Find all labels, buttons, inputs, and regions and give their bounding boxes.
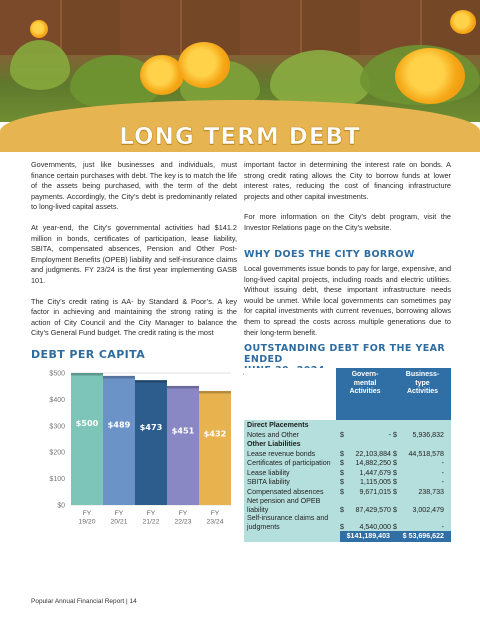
bar-value-label: $500 xyxy=(75,417,99,428)
total-row-blank xyxy=(244,531,340,542)
bar xyxy=(199,391,231,505)
dollar-sign: $ xyxy=(393,505,397,514)
y-tick-label: $0 xyxy=(57,502,65,510)
bar-value-label: $489 xyxy=(107,419,131,430)
x-tick-label: FY xyxy=(114,510,124,517)
dollar-sign: $ xyxy=(340,522,344,531)
x-tick-label: FY xyxy=(146,510,156,517)
direct-placements-section xyxy=(244,421,451,431)
total-governmental: $141,189,403 xyxy=(346,532,390,541)
row-label: Compensated absences xyxy=(247,487,324,496)
table-row xyxy=(244,514,451,531)
dollar-sign: $ xyxy=(393,449,397,458)
debt-per-capita-chart xyxy=(31,368,236,530)
business-value: - xyxy=(441,468,444,477)
dollar-sign: $ xyxy=(340,459,344,467)
year-end-paragraph: At year-end, the City’s governmental activities had $141.2 million in bonds, certificates of participation, lease liability, SBITA, compensated absences, Pension and Other Post-Employment Benefits (OPEB) liability and self-insurance claims and judgments. FY 23/24 is the first year implementing GASB 101. xyxy=(31,222,237,285)
bar-top-edge xyxy=(71,373,103,376)
table-body xyxy=(244,420,451,531)
right-column xyxy=(244,160,451,244)
total-row xyxy=(244,531,451,542)
bar-value-label: $473 xyxy=(139,422,163,433)
flower-decoration xyxy=(395,48,465,104)
table-row xyxy=(244,497,451,514)
flower-decoration xyxy=(178,42,230,88)
business-value: 238,733 xyxy=(418,487,444,496)
x-tick-label: 23/24 xyxy=(206,518,224,526)
bar-value-label: $432 xyxy=(203,428,227,439)
debt-per-capita-heading: DEBT PER CAPITA xyxy=(31,348,146,361)
bar-top-edge xyxy=(135,380,167,383)
business-column-header xyxy=(394,371,451,397)
business-value: - xyxy=(441,459,444,467)
page-footer: Popular Annual Financial Report | 14 xyxy=(31,598,137,605)
y-tick-label: $400 xyxy=(49,396,65,404)
intro-paragraph: Governments, just like businesses and individuals, must finance certain purchases with debt. The key is to match the life of the assets being purchased, with the term of the debt payments. Accordingly, the City’s debt is predominantly related to long-lived capital assets. xyxy=(31,160,237,212)
why-borrow-heading: WHY DOES THE CITY BORROW xyxy=(244,249,415,260)
table-row xyxy=(244,478,451,488)
table-row xyxy=(244,431,451,441)
bar xyxy=(167,386,199,505)
why-borrow-text: Local governments issue bonds to pay for large, expensive, and long-lived capital projects, including roads and electric utilities. Without issuing debt, these important infrastructure needs would be unmet. While local governments can sometimes pay for capital investments with current revenues, borrowing allows them to spread the costs across multiple generations due to their long-term benefit. xyxy=(244,264,451,337)
x-tick-label: FY xyxy=(210,510,220,517)
governmental-value: 14,882,250 xyxy=(355,459,391,467)
column-header-line: Govern- xyxy=(351,371,379,378)
table-row xyxy=(244,459,451,469)
business-value: 3,002,479 xyxy=(412,505,444,514)
table-header-blank xyxy=(244,368,336,420)
x-tick-label: 19/20 xyxy=(78,518,96,526)
dollar-sign: $ xyxy=(393,430,397,439)
x-tick-label: 22/23 xyxy=(174,518,192,526)
governmental-value: 4,540,000 xyxy=(359,522,391,531)
dollar-sign: $ xyxy=(340,430,344,439)
bar-top-edge xyxy=(167,386,199,389)
governmental-value: 1,447,679 xyxy=(359,468,391,477)
row-label: Lease liability xyxy=(247,468,290,477)
chart-svg xyxy=(31,368,236,530)
column-header-line: Activities xyxy=(406,388,439,395)
table-header xyxy=(244,368,451,420)
table-row xyxy=(244,450,451,460)
dollar-sign: $ xyxy=(340,487,344,496)
governmental-value: 22,103,884 xyxy=(355,449,391,458)
dollar-sign: $ xyxy=(340,468,344,477)
row-label: Notes and Other xyxy=(247,430,300,439)
x-tick-label: FY xyxy=(178,510,188,517)
dollar-sign: $ xyxy=(393,522,397,531)
page-title: LONG TERM DEBT xyxy=(119,124,361,150)
row-label: Lease revenue bonds xyxy=(247,449,316,458)
governmental-value: 87,429,570 xyxy=(355,505,391,514)
dollar-sign: $ xyxy=(340,449,344,458)
investor-relations-paragraph: For more information on the City’s debt program, visit the Investor Relations page on the City’s website. xyxy=(244,212,451,232)
column-header-line: mental xyxy=(353,379,377,387)
left-column xyxy=(31,160,237,349)
dollar-sign: $ xyxy=(393,459,397,467)
column-header-line: type xyxy=(415,379,430,387)
governmental-value: - xyxy=(388,430,391,439)
dollar-sign: $ xyxy=(340,505,344,514)
credit-rating-continued: important factor in determining the interest rate on bonds. A strong credit rating allows the City to borrow funds at lower interest rates, reducing the cost of financing infrastructure projects and other capital investments. xyxy=(244,160,451,201)
bar-value-label: $451 xyxy=(171,425,195,436)
other-liabilities-section xyxy=(244,440,451,450)
bar xyxy=(103,376,135,505)
governmental-value: 9,671,015 xyxy=(359,487,391,496)
x-tick-label: FY xyxy=(82,510,92,517)
dollar-sign: $ xyxy=(393,487,397,496)
row-label: Self-insurance claims and judgments xyxy=(247,514,329,531)
outstanding-heading-line1: OUTSTANDING DEBT FOR THE YEAR ENDED xyxy=(244,343,446,365)
business-value: 44,518,578 xyxy=(408,449,444,458)
y-tick-label: $500 xyxy=(49,370,65,378)
dollar-sign: $ xyxy=(340,478,344,486)
section-label: Direct Placements xyxy=(247,421,309,429)
governmental-value: 1,115,005 xyxy=(359,478,391,486)
row-label: Net pension and OPEB liability xyxy=(247,497,321,514)
outstanding-debt-table xyxy=(244,368,451,542)
y-tick-label: $100 xyxy=(49,476,65,484)
section-label: Other Liabilities xyxy=(247,440,301,448)
flower-decoration xyxy=(30,20,48,38)
row-label: SBITA liability xyxy=(247,478,290,486)
table-row xyxy=(244,469,451,479)
column-header-line: Business- xyxy=(405,371,440,378)
dollar-sign: $ xyxy=(393,468,397,477)
x-tick-label: 21/22 xyxy=(142,518,160,526)
x-tick-label: 20/21 xyxy=(110,518,128,526)
business-value: 5,936,832 xyxy=(412,430,444,439)
business-value: - xyxy=(441,522,444,531)
y-tick-label: $200 xyxy=(49,449,65,457)
row-label: Certificates of participation xyxy=(247,459,331,467)
column-header-line: Activities xyxy=(349,388,381,395)
business-value: - xyxy=(441,478,444,486)
flower-decoration xyxy=(450,10,476,34)
dollar-sign: $ xyxy=(393,478,397,486)
y-tick-label: $300 xyxy=(49,423,65,431)
credit-rating-paragraph: The City’s credit rating is AA- by Standard & Poor’s. A key factor in achieving and maintaining the strong rating is the action of City Council and the City Manager to balance the City’s General Fund budget. The credit rating is the most xyxy=(31,296,237,338)
bar xyxy=(71,373,103,505)
governmental-column-header xyxy=(336,371,394,397)
bar-top-edge xyxy=(199,391,231,394)
table-row xyxy=(244,488,451,498)
bar xyxy=(135,380,167,505)
bar-top-edge xyxy=(103,376,135,379)
total-business: $ 53,696,622 xyxy=(402,532,444,541)
